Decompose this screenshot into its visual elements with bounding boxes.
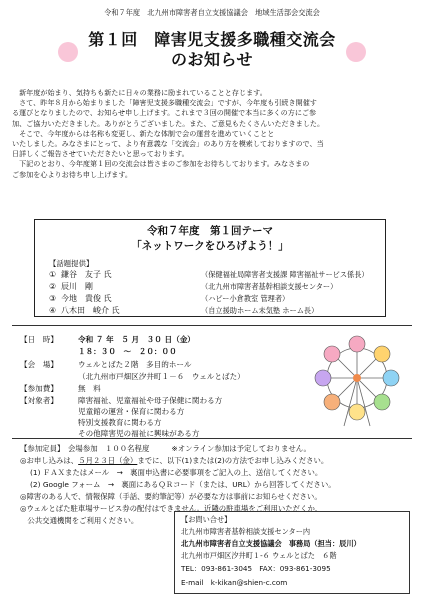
intro-line: さて、昨年８月から始まりました「障害児支援多職種交流会」ですが、今年度も引続き開催す	[12, 98, 317, 108]
target-item: 児童館の運営・保育に関わる方	[78, 407, 185, 416]
capacity-line: 【参加定員】 会場参加 １００名程度 ※オンライン参加は予定しておりません。	[20, 444, 311, 453]
divider	[12, 438, 412, 439]
intro-line: そこで、今年度からは名称も変更し、新たな体制で会の運営を進めていくことと	[12, 128, 275, 138]
divider	[12, 325, 412, 326]
parking-note-2: 公共交通機関をご利用ください。	[20, 516, 139, 525]
organizer-line: 令和７年度 北九州市障害者自立支援協議会 地域生活部会交流会	[104, 8, 320, 17]
page-title: 第１回 障害児支援多職種交流会	[88, 30, 336, 49]
contact-address: 北九州市戸畑区汐井町１-６ ウェルとばた ６階	[181, 551, 337, 560]
parking-note: ◎ウェルとばた駐車場サービス券の配付はできません。近隣の駐車場をご利用いただくか、	[20, 504, 323, 513]
intro-line: いたしました。みなさまにとって、より有意義な「交流会」のあり方を模索しておりますので、当	[12, 139, 324, 149]
theme-title: 「ネットワークをひろげよう！」	[131, 240, 289, 252]
fee-row: 【参加費】 無 料	[20, 384, 101, 393]
intro-text	[12, 88, 416, 180]
contact-label: 【お問い合せ】	[181, 515, 232, 524]
theme-heading: 令和７年度 第１回テーマ	[147, 225, 273, 237]
contact-org: 北九州市障害者基幹相談支援センター内	[181, 527, 311, 536]
contact-box	[174, 511, 410, 594]
deadline-date: ５月２３日（金）	[78, 456, 138, 465]
deadline-line: ◎お申し込みは、５月２３日（金）までに、以下(1)または(2)の方法でお申し込みください。	[20, 456, 329, 465]
venue-address: （北九州市戸畑区汐井町１－６ ウェルとばた）	[78, 372, 245, 381]
target-row: 【対象者】 障害福祉、児童福祉や母子保健に関わる方	[20, 396, 223, 405]
speaker-item: ② 辰川 剛 （北九州市障害者基幹相談支援センター）	[49, 282, 338, 291]
intro-line: 下記のとおり、今年度第１回の交流会は皆さまのご参加をお待ちしております。みなさまの	[12, 159, 310, 169]
theme-box	[34, 219, 386, 317]
venue-row: 【会 場】 ウェルとばた２階 多目的ホール	[20, 360, 192, 369]
intro-line: 新年度が始まり、気持ちも新たに日々の業務に励まれていることと存じます。	[12, 88, 267, 97]
target-item: その他障害児の福祉に興味がある方	[78, 429, 200, 438]
time-row: １８：３０ ～ ２０：００	[78, 347, 177, 356]
contact-office: 北九州市障害者自立支援協議会 事務局（担当：辰川）	[181, 539, 361, 548]
speakers-label: 【話題提供】	[49, 259, 94, 268]
contact-phone: TEL：093-861-3045 FAX：093-861-3095	[181, 564, 331, 573]
intro-line: 加、ご協力いただきました。ありがとうございました。また、ご意見もたくさんいただきました。	[12, 118, 325, 128]
intro-line: ご参加を心よりお待ち申し上げます。	[12, 169, 133, 179]
speaker-item: ① 鎌谷 友子 氏 （保健福祉局障害者支援課 障害福祉サービス係長）	[49, 270, 369, 279]
ferris-wheel-illustration	[302, 332, 412, 432]
method-google-form: (2) Google フォーム → 裏面にあるＱＲコード（または、URL）から回答してください。	[30, 480, 336, 489]
contact-email: E-mail k-kikan@shien-c.com	[181, 578, 288, 587]
speaker-item: ③ 今地 貴俊 氏 （ハピー小倉教室 管理者）	[49, 294, 290, 303]
intro-line: 日詳しくご報告させていただきたいと思っております。	[12, 149, 189, 159]
intro-line: る運びとなりましたので、お知らせ申し上げます。これまで３回の開催で本当に多くの方にご参	[12, 108, 317, 118]
accessibility-note: ◎障害のある人で、情報保障（手話、要約筆記等）が必要な方は事前にお知らせください。	[20, 492, 322, 501]
target-item: 特別支援教育に関わる方	[78, 418, 162, 427]
date-row: 【日 時】 令和 ７ 年 ５ 月 ３０ 日（金）	[20, 335, 195, 344]
method-fax: (1) ＦＡＸまたはメール → 裏面申込書に必要事項をご記入の上、送信してください。	[30, 468, 323, 477]
speaker-item: ④ 八木田 峻介 氏 （自立援助ホーム未気塾 ホーム長）	[49, 306, 319, 315]
page-subtitle: のお知らせ	[170, 50, 254, 69]
